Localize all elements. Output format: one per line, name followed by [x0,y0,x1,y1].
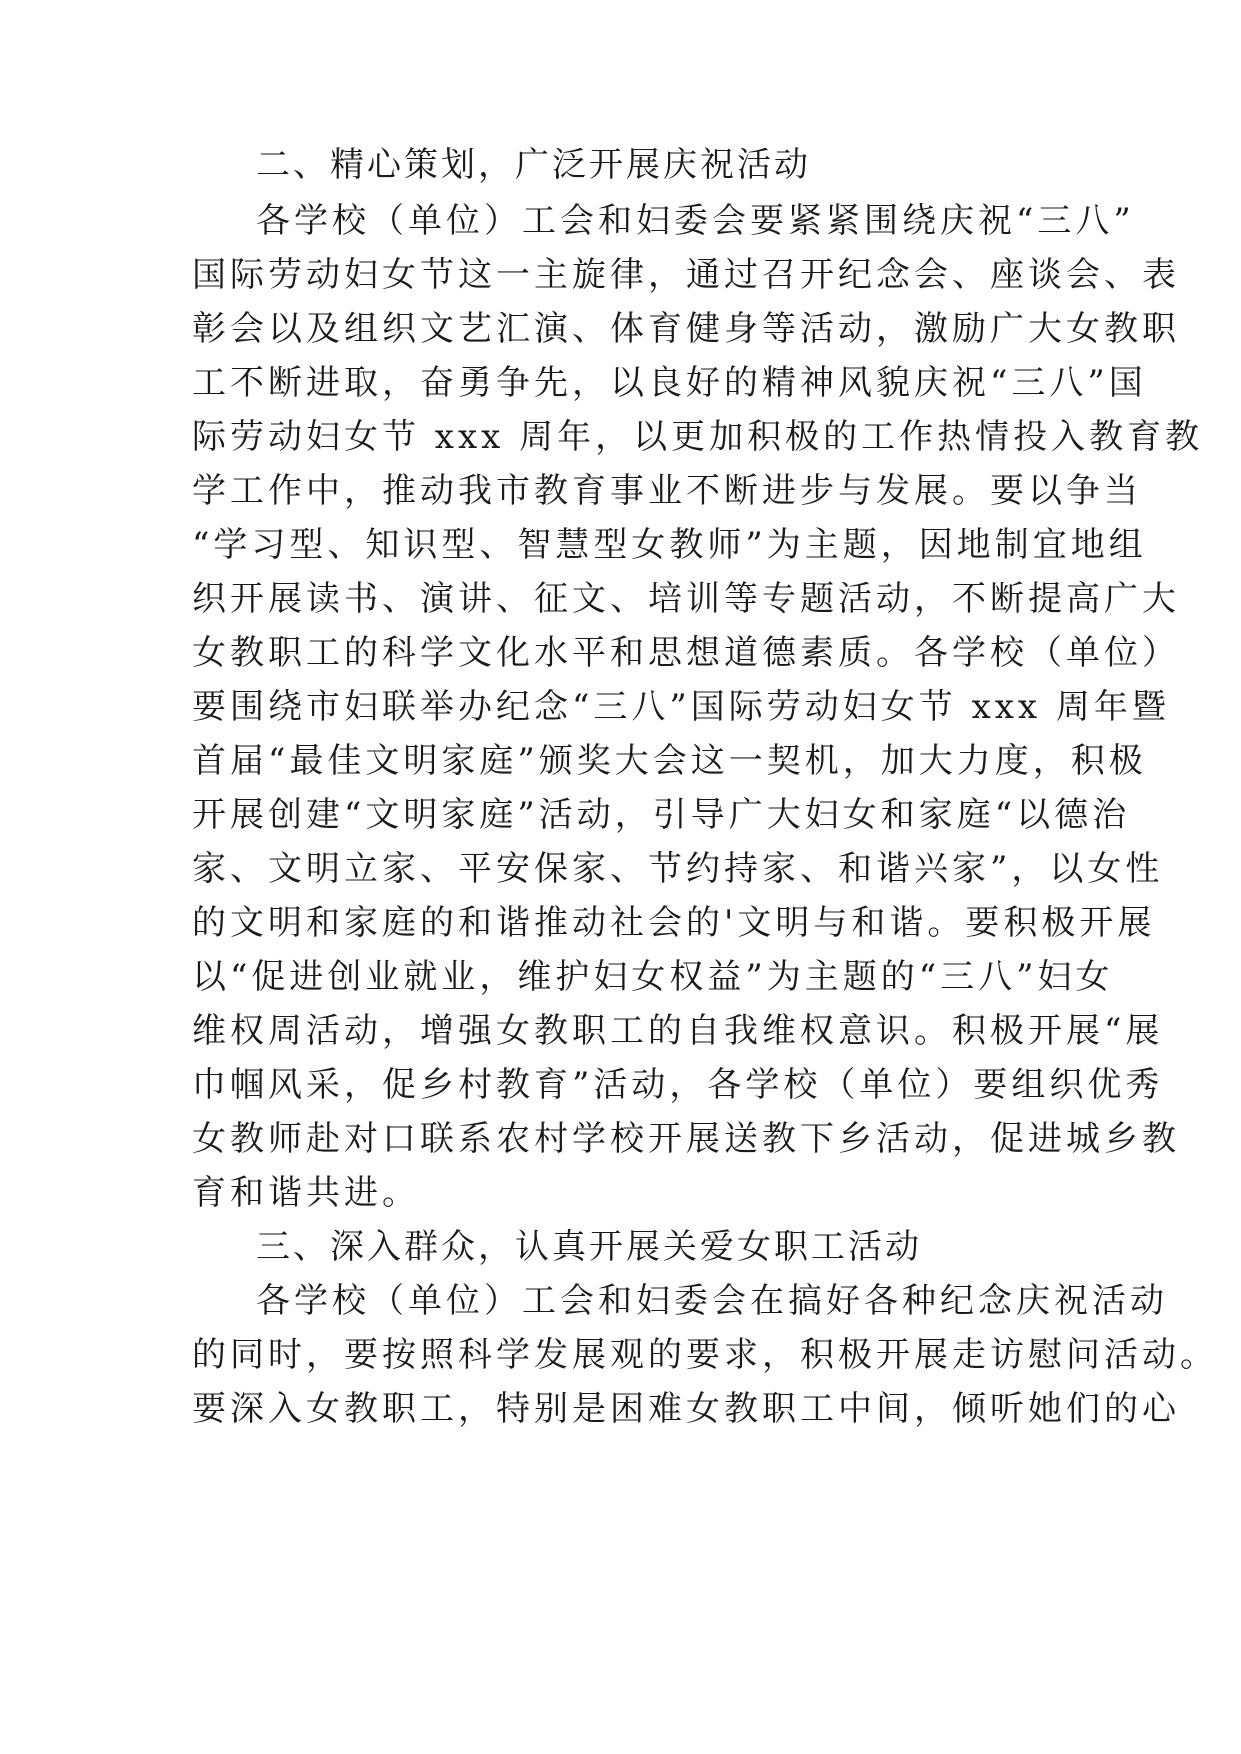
paragraph-line: 要深入女教职工，特别是困难女教职工中间，倾听她们的心 [192,1389,1180,1429]
paragraph-line: 际劳动妇女节 xxx 周年，以更加积极的工作热情投入教育教 [192,417,1204,457]
paragraph-line: 开展创建“文明家庭”活动，引导广大妇女和家庭“以德治 [192,795,1131,835]
section-heading-2: 二、精心策划，广泛开展庆祝活动 [256,145,811,185]
paragraph-line: 首届“最佳文明家庭”颁奖大会这一契机，加大力度，积极 [192,741,1147,781]
paragraph-line: 家、文明立家、平安保家、节约持家、和谐兴家”，以女性 [192,849,1164,889]
paragraph-line: “学习型、知识型、智慧型女教师”为主题，因地制宜地组 [192,525,1147,565]
paragraph-line: 女教师赴对口联系农村学校开展送教下乡活动，促进城乡教 [192,1119,1180,1159]
section-heading-3: 三、深入群众，认真开展关爱女职工活动 [256,1227,922,1267]
paragraph-line: 织开展读书、演讲、征文、培训等专题活动，不断提高广大 [192,579,1180,619]
paragraph-line: 学工作中，推动我市教育事业不断进步与发展。要以争当 [192,471,1142,511]
paragraph-line: 以“促进创业就业，维护妇女权益”为主题的“三八”妇女 [192,957,1114,997]
paragraph-line: 工不断进取，奋勇争先，以良好的精神风貌庆祝“三八”国 [192,363,1147,403]
paragraph-line: 女教职工的科学文化水平和思想道德素质。各学校（单位） [192,633,1180,673]
paragraph-line: 的文明和家庭的和谐推动社会的'文明与和谐。要积极开展 [192,903,1156,943]
paragraph-line: 育和谐共进。 [192,1173,420,1213]
paragraph-line: 各学校（单位）工会和妇委会在搞好各种纪念庆祝活动 [256,1281,1168,1321]
paragraph-line: 各学校（单位）工会和妇委会要紧紧围绕庆祝“三八” [256,201,1135,241]
paragraph-line: 国际劳动妇女节这一主旋律，通过召开纪念会、座谈会、表 [192,255,1180,295]
paragraph-line: 维权周活动，增强女教职工的自我维权意识。积极开展“展 [192,1011,1164,1051]
paragraph-line: 要围绕市妇联举办纪念“三八”国际劳动妇女节 xxx 周年暨 [192,687,1170,727]
paragraph-line: 巾帼风采，促乡村教育”活动，各学校（单位）要组织优秀 [192,1065,1164,1105]
paragraph-line: 的同时，要按照科学发展观的要求，积极开展走访慰问活动。 [192,1335,1218,1375]
paragraph-line: 彰会以及组织文艺汇演、体育健身等活动，激励广大女教职 [192,309,1180,349]
